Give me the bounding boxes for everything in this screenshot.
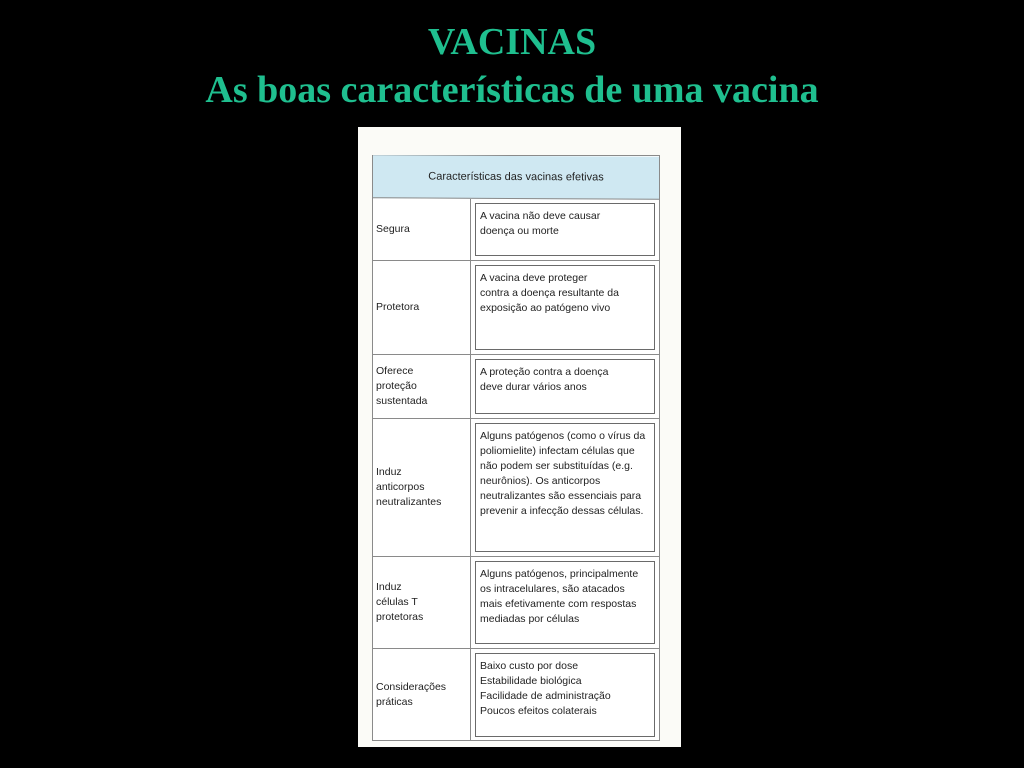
title-block	[0, 18, 1024, 114]
row-description-cell	[471, 419, 659, 556]
table-row	[373, 419, 659, 557]
row-description: A vacina não deve causar doença ou morte	[475, 203, 655, 256]
row-label: Protetora	[373, 261, 471, 354]
row-description-cell	[471, 261, 659, 354]
table-row	[373, 649, 659, 741]
row-label: Segura	[373, 199, 471, 260]
table-row	[373, 199, 659, 261]
row-label: Induz anticorpos neutralizantes	[373, 419, 471, 556]
table-row	[373, 261, 659, 355]
table-row	[373, 355, 659, 419]
row-description: Baixo custo por dose Estabilidade biológica Facilidade de administração Poucos efeitos colaterais	[475, 653, 655, 737]
row-label: Considerações práticas	[373, 649, 471, 741]
row-description-cell	[471, 557, 659, 648]
table-row	[373, 557, 659, 649]
row-description: A vacina deve proteger contra a doença resultante da exposição ao patógeno vivo	[475, 265, 655, 350]
row-description-cell	[471, 199, 659, 260]
vaccine-characteristics-table	[372, 155, 660, 741]
row-description: Alguns patógenos, principalmente os intracelulares, são atacados mais efetivamente com respostas mediadas por células	[475, 561, 655, 644]
slide-subtitle: As boas características de uma vacina	[205, 69, 819, 111]
row-description-cell	[471, 649, 659, 741]
slide-title: VACINAS	[427, 21, 597, 63]
row-description-cell	[471, 355, 659, 418]
scanned-table-image	[358, 127, 681, 747]
row-description: Alguns patógenos (como o vírus da poliomielite) infectam células que não podem ser substituídas (e.g. neurônios). Os anticorpos neutralizantes são essenciais para prevenir a infecção dessas células.	[475, 423, 655, 552]
table-header: Características das vacinas efetivas	[373, 155, 659, 199]
row-label: Induz células T protetoras	[373, 557, 471, 648]
row-description: A proteção contra a doença deve durar vários anos	[475, 359, 655, 414]
row-label: Oferece proteção sustentada	[373, 355, 471, 418]
